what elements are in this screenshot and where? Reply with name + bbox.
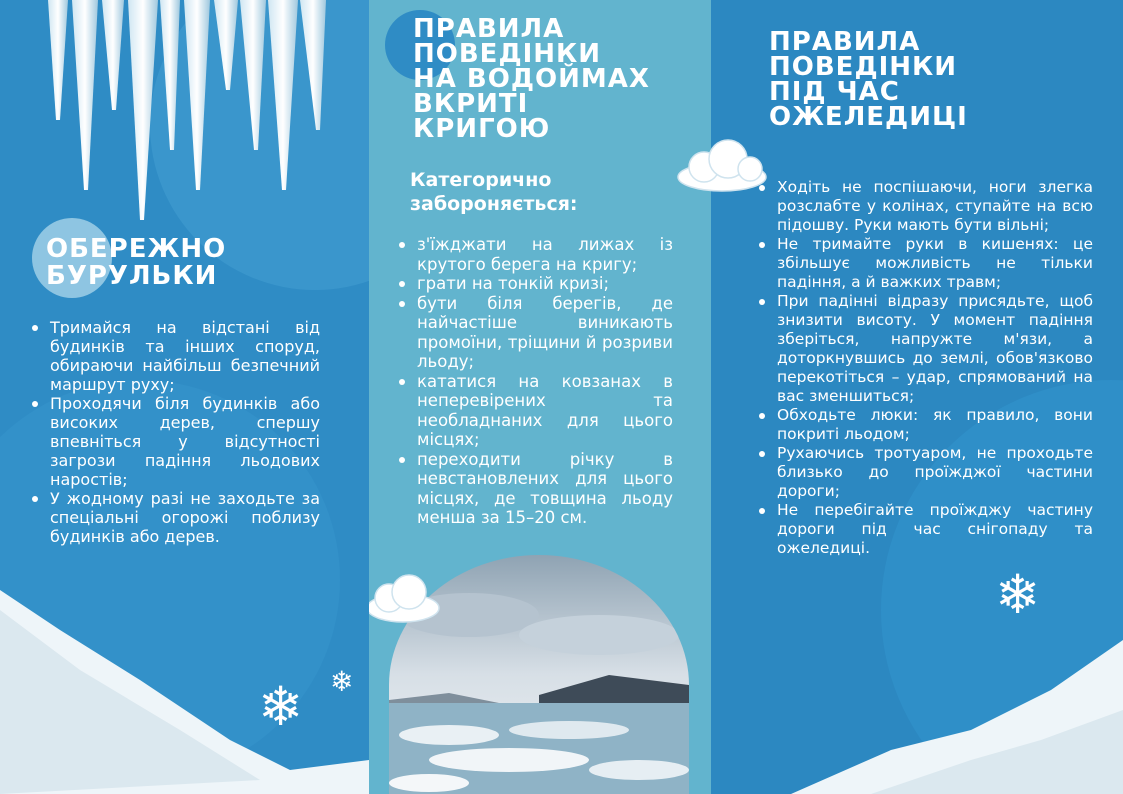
- list-item: Не тримайте руки в кишенях: це збільшує можливість не тільки падіння, а й важких травм;: [755, 235, 1093, 292]
- cloud-icon: [369, 570, 443, 626]
- heading-line: ПОВЕДІНКИ: [769, 52, 958, 82]
- right-rules-list: [755, 178, 1093, 558]
- right-panel: [711, 0, 1123, 794]
- heading-line: БУРУЛЬКИ: [46, 261, 218, 291]
- list-item: Не перебігайте проїжджу частину дороги під час снігопаду та ожеледиці.: [755, 501, 1093, 558]
- snowflake-icon: ❄: [995, 563, 1041, 626]
- cloud-icon: [672, 135, 772, 195]
- heading-line: НА ВОДОЙМАХ: [413, 64, 650, 94]
- snow-mountain-illustration: [0, 590, 369, 794]
- middle-rules-list: [395, 235, 673, 528]
- snow-mountain-illustration: [711, 600, 1123, 794]
- left-rules-list: [28, 318, 320, 546]
- heading-line: ПОВЕДІНКИ: [413, 39, 602, 69]
- middle-panel: [369, 0, 711, 794]
- snowflake-icon: ❄: [258, 675, 304, 738]
- list-item: У жодному разі не заходьте за спеціальні огорожі поблизу будинків або дерев.: [28, 489, 320, 546]
- left-heading: [46, 236, 226, 290]
- heading-line: ПРАВИЛА: [769, 27, 921, 57]
- heading-line: ВКРИТІ: [413, 89, 529, 119]
- subheading-line: Категорично: [410, 169, 552, 191]
- list-item: Рухаючись тротуаром, не проходьте близько до проїжджої частини дороги;: [755, 444, 1093, 501]
- list-item: Обходьте люки: як правило, вони покриті льодом;: [755, 406, 1093, 444]
- list-item: Тримайся на відстані від будинків та інших споруд, обираючи найбільш безпечний маршрут руху;: [28, 318, 320, 394]
- heading-line: ПРАВИЛА: [413, 14, 565, 44]
- subheading-line: забороняється:: [410, 193, 578, 215]
- heading-line: КРИГОЮ: [413, 114, 551, 144]
- list-item: Проходячи біля будинків або високих дерев, спершу впевніться у відсутності загрози падіння льодових наростів;: [28, 394, 320, 489]
- heading-line: ПІД ЧАС: [769, 77, 900, 107]
- middle-heading: [413, 14, 650, 144]
- list-item: грати на тонкій кризі;: [395, 274, 673, 294]
- snowflake-icon: ❄: [330, 665, 354, 698]
- left-panel: [0, 0, 369, 794]
- list-item: бути біля берегів, де найчастіше виникають промоїни, тріщини й розриви льоду;: [395, 294, 673, 372]
- list-item: переходити річку в невстановлених для цього місцях, де товщина льоду менша за 15–20 см.: [395, 450, 673, 528]
- heading-line: ОЖЕЛЕДИЦІ: [769, 102, 968, 132]
- list-item: кататися на ковзанах в неперевірених та необладнаних для цього місцях;: [395, 372, 673, 450]
- list-item: з'їжджати на лижах із крутого берега на кригу;: [395, 235, 673, 274]
- list-item: Ходіть не поспішаючи, ноги злегка розслабте у колінах, ступайте на всю підошву. Руки мають бути вільні;: [755, 178, 1093, 235]
- middle-subheading: [410, 168, 578, 216]
- list-item: При падінні відразу присядьте, щоб знизити висоту. У момент падіння зберіться, напружте м'язи, а доторкнувшись до землі, обов'язково перекотіться – удар, спрямований на вас зменшиться;: [755, 292, 1093, 406]
- heading-line: ОБЕРЕЖНО: [46, 234, 227, 264]
- right-heading: [769, 27, 968, 132]
- icicles-illustration: [40, 0, 340, 230]
